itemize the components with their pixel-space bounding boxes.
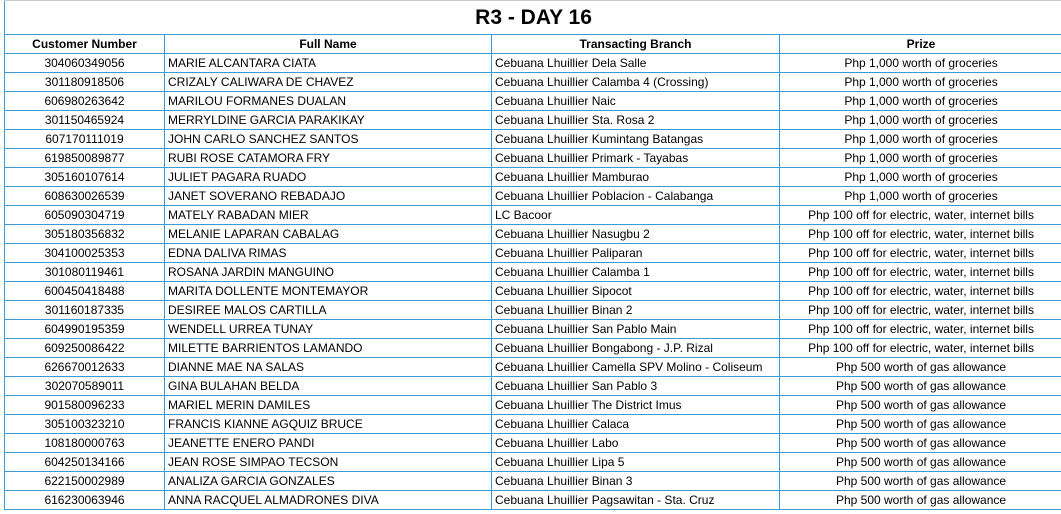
transacting-branch-cell[interactable]: Cebuana Lhuillier Sipocot [492,282,780,301]
table-row [5,73,1061,92]
full-name-cell[interactable]: MELANIE LAPARAN CABALAG [165,225,492,244]
transacting-branch-cell[interactable]: LC Bacoor [492,206,780,225]
table-row [5,168,1061,187]
customer-number-cell[interactable]: 301080119461 [5,263,165,282]
header-transacting-branch[interactable]: Transacting Branch [492,35,780,54]
full-name-cell[interactable]: MARILOU FORMANES DUALAN [165,92,492,111]
full-name-cell[interactable]: JOHN CARLO SANCHEZ SANTOS [165,130,492,149]
transacting-branch-cell[interactable]: Cebuana Lhuillier Mamburao [492,168,780,187]
transacting-branch-cell[interactable]: Cebuana Lhuillier Poblacion - Calabanga [492,187,780,206]
transacting-branch-cell[interactable]: Cebuana Lhuillier Dela Salle [492,54,780,73]
full-name-cell[interactable]: MARIE ALCANTARA CIATA [165,54,492,73]
prize-cell[interactable]: Php 1,000 worth of groceries [780,92,1061,111]
prize-cell[interactable]: Php 100 off for electric, water, internet bills [780,263,1061,282]
transacting-branch-cell[interactable]: Cebuana Lhuillier Sta. Rosa 2 [492,111,780,130]
full-name-cell[interactable]: DIANNE MAE NA SALAS [165,358,492,377]
table-row [5,491,1061,510]
table-row [5,206,1061,225]
prize-cell[interactable]: Php 500 worth of gas allowance [780,415,1061,434]
prize-cell[interactable]: Php 100 off for electric, water, internet bills [780,244,1061,263]
prize-cell[interactable]: Php 100 off for electric, water, internet bills [780,206,1061,225]
header-customer-number[interactable]: Customer Number [5,35,165,54]
full-name-cell[interactable]: GINA BULAHAN BELDA [165,377,492,396]
full-name-cell[interactable]: MATELY RABADAN MIER [165,206,492,225]
prize-cell[interactable]: Php 100 off for electric, water, internet bills [780,282,1061,301]
header-full-name[interactable]: Full Name [165,35,492,54]
table-row [5,282,1061,301]
customer-number-cell[interactable]: 609250086422 [5,339,165,358]
customer-number-cell[interactable]: 901580096233 [5,396,165,415]
table-row [5,339,1061,358]
customer-number-cell[interactable]: 604990195359 [5,320,165,339]
customer-number-cell[interactable]: 108180000763 [5,434,165,453]
customer-number-cell[interactable]: 305160107614 [5,168,165,187]
full-name-cell[interactable]: RUBI ROSE CATAMORA FRY [165,149,492,168]
table-row [5,225,1061,244]
transacting-branch-cell[interactable]: Cebuana Lhuillier Primark - Tayabas [492,149,780,168]
table-row [5,434,1061,453]
prize-cell[interactable]: Php 500 worth of gas allowance [780,358,1061,377]
table-row [5,396,1061,415]
customer-number-cell[interactable]: 305100323210 [5,415,165,434]
customer-number-cell[interactable]: 304100025353 [5,244,165,263]
table-row [5,187,1061,206]
transacting-branch-cell[interactable]: Cebuana Lhuillier Calaca [492,415,780,434]
prize-cell[interactable]: Php 1,000 worth of groceries [780,130,1061,149]
full-name-cell[interactable]: JEANETTE ENERO PANDI [165,434,492,453]
prize-cell[interactable]: Php 1,000 worth of groceries [780,168,1061,187]
prize-cell[interactable]: Php 100 off for electric, water, internet bills [780,320,1061,339]
transacting-branch-cell[interactable]: Cebuana Lhuillier Nasugbu 2 [492,225,780,244]
customer-number-cell[interactable]: 606980263642 [5,92,165,111]
prize-cell[interactable]: Php 100 off for electric, water, internet bills [780,339,1061,358]
table-row [5,263,1061,282]
full-name-cell[interactable]: MARIEL MERIN DAMILES [165,396,492,415]
transacting-branch-cell[interactable]: Cebuana Lhuillier Paliparan [492,244,780,263]
transacting-branch-cell[interactable]: Cebuana Lhuillier Naic [492,92,780,111]
customer-number-cell[interactable]: 622150002989 [5,472,165,491]
table-row [5,54,1061,73]
title-row [5,1,1061,35]
customer-number-cell[interactable]: 301180918506 [5,73,165,92]
table-row [5,320,1061,339]
full-name-cell[interactable]: JANET SOVERANO REBADAJO [165,187,492,206]
transacting-branch-cell[interactable]: Cebuana Lhuillier Pagsawitan - Sta. Cruz [492,491,780,510]
prize-cell[interactable]: Php 100 off for electric, water, internet bills [780,301,1061,320]
full-name-cell[interactable]: MILETTE BARRIENTOS LAMANDO [165,339,492,358]
table-row [5,358,1061,377]
prize-cell[interactable]: Php 500 worth of gas allowance [780,377,1061,396]
transacting-branch-cell[interactable]: Cebuana Lhuillier San Pablo Main [492,320,780,339]
transacting-branch-cell[interactable]: Cebuana Lhuillier Calamba 4 (Crossing) [492,73,780,92]
full-name-cell[interactable]: WENDELL URREA TUNAY [165,320,492,339]
customer-number-cell[interactable]: 305180356832 [5,225,165,244]
transacting-branch-cell[interactable]: Cebuana Lhuillier San Pablo 3 [492,377,780,396]
customer-number-cell[interactable]: 616230063946 [5,491,165,510]
full-name-cell[interactable]: ROSANA JARDIN MANGUINO [165,263,492,282]
transacting-branch-cell[interactable]: Cebuana Lhuillier Bongabong - J.P. Rizal [492,339,780,358]
full-name-cell[interactable]: DESIREE MALOS CARTILLA [165,301,492,320]
customer-number-cell[interactable]: 600450418488 [5,282,165,301]
table-row [5,301,1061,320]
customer-number-cell[interactable]: 302070589011 [5,377,165,396]
customer-number-cell[interactable]: 304060349056 [5,54,165,73]
header-row [5,35,1061,54]
prize-cell[interactable]: Php 500 worth of gas allowance [780,491,1061,510]
winners-table [4,0,1061,510]
table-row [5,92,1061,111]
prize-cell[interactable]: Php 500 worth of gas allowance [780,434,1061,453]
customer-number-cell[interactable]: 607170111019 [5,130,165,149]
customer-number-cell[interactable]: 608630026539 [5,187,165,206]
transacting-branch-cell[interactable]: Cebuana Lhuillier Labo [492,434,780,453]
full-name-cell[interactable]: JULIET PAGARA RUADO [165,168,492,187]
table-row [5,149,1061,168]
customer-number-cell[interactable]: 626670012633 [5,358,165,377]
customer-number-cell[interactable]: 619850089877 [5,149,165,168]
prize-cell[interactable]: Php 1,000 worth of groceries [780,111,1061,130]
table-row [5,415,1061,434]
table-row [5,472,1061,491]
transacting-branch-cell[interactable]: Cebuana Lhuillier Lipa 5 [492,453,780,472]
full-name-cell[interactable]: CRIZALY CALIWARA DE CHAVEZ [165,73,492,92]
full-name-cell[interactable]: MERRYLDINE GARCIA PARAKIKAY [165,111,492,130]
prize-cell[interactable]: Php 1,000 worth of groceries [780,54,1061,73]
transacting-branch-cell[interactable]: Cebuana Lhuillier Kumintang Batangas [492,130,780,149]
table-row [5,453,1061,472]
full-name-cell[interactable]: JEAN ROSE SIMPAO TECSON [165,453,492,472]
full-name-cell[interactable]: FRANCIS KIANNE AGQUIZ BRUCE [165,415,492,434]
sheet-title[interactable]: R3 - DAY 16 [5,1,1061,35]
transacting-branch-cell[interactable]: Cebuana Lhuillier Binan 3 [492,472,780,491]
prize-cell[interactable]: Php 100 off for electric, water, internet bills [780,225,1061,244]
customer-number-cell[interactable]: 604250134166 [5,453,165,472]
prize-cell[interactable]: Php 1,000 worth of groceries [780,73,1061,92]
full-name-cell[interactable]: ANALIZA GARCIA GONZALES [165,472,492,491]
table-row [5,111,1061,130]
transacting-branch-cell[interactable]: Cebuana Lhuillier Binan 2 [492,301,780,320]
prize-cell[interactable]: Php 1,000 worth of groceries [780,149,1061,168]
header-prize[interactable]: Prize [780,35,1061,54]
customer-number-cell[interactable]: 301160187335 [5,301,165,320]
customer-number-cell[interactable]: 605090304719 [5,206,165,225]
transacting-branch-cell[interactable]: Cebuana Lhuillier Camella SPV Molino - Coliseum [492,358,780,377]
table-row [5,244,1061,263]
table-row [5,130,1061,149]
transacting-branch-cell[interactable]: Cebuana Lhuillier Calamba 1 [492,263,780,282]
prize-cell[interactable]: Php 500 worth of gas allowance [780,453,1061,472]
customer-number-cell[interactable]: 301150465924 [5,111,165,130]
full-name-cell[interactable]: ANNA RACQUEL ALMADRONES DIVA [165,491,492,510]
prize-cell[interactable]: Php 1,000 worth of groceries [780,187,1061,206]
full-name-cell[interactable]: MARITA DOLLENTE MONTEMAYOR [165,282,492,301]
full-name-cell[interactable]: EDNA DALIVA RIMAS [165,244,492,263]
transacting-branch-cell[interactable]: Cebuana Lhuillier The District Imus [492,396,780,415]
prize-cell[interactable]: Php 500 worth of gas allowance [780,472,1061,491]
table-row [5,377,1061,396]
prize-cell[interactable]: Php 500 worth of gas allowance [780,396,1061,415]
